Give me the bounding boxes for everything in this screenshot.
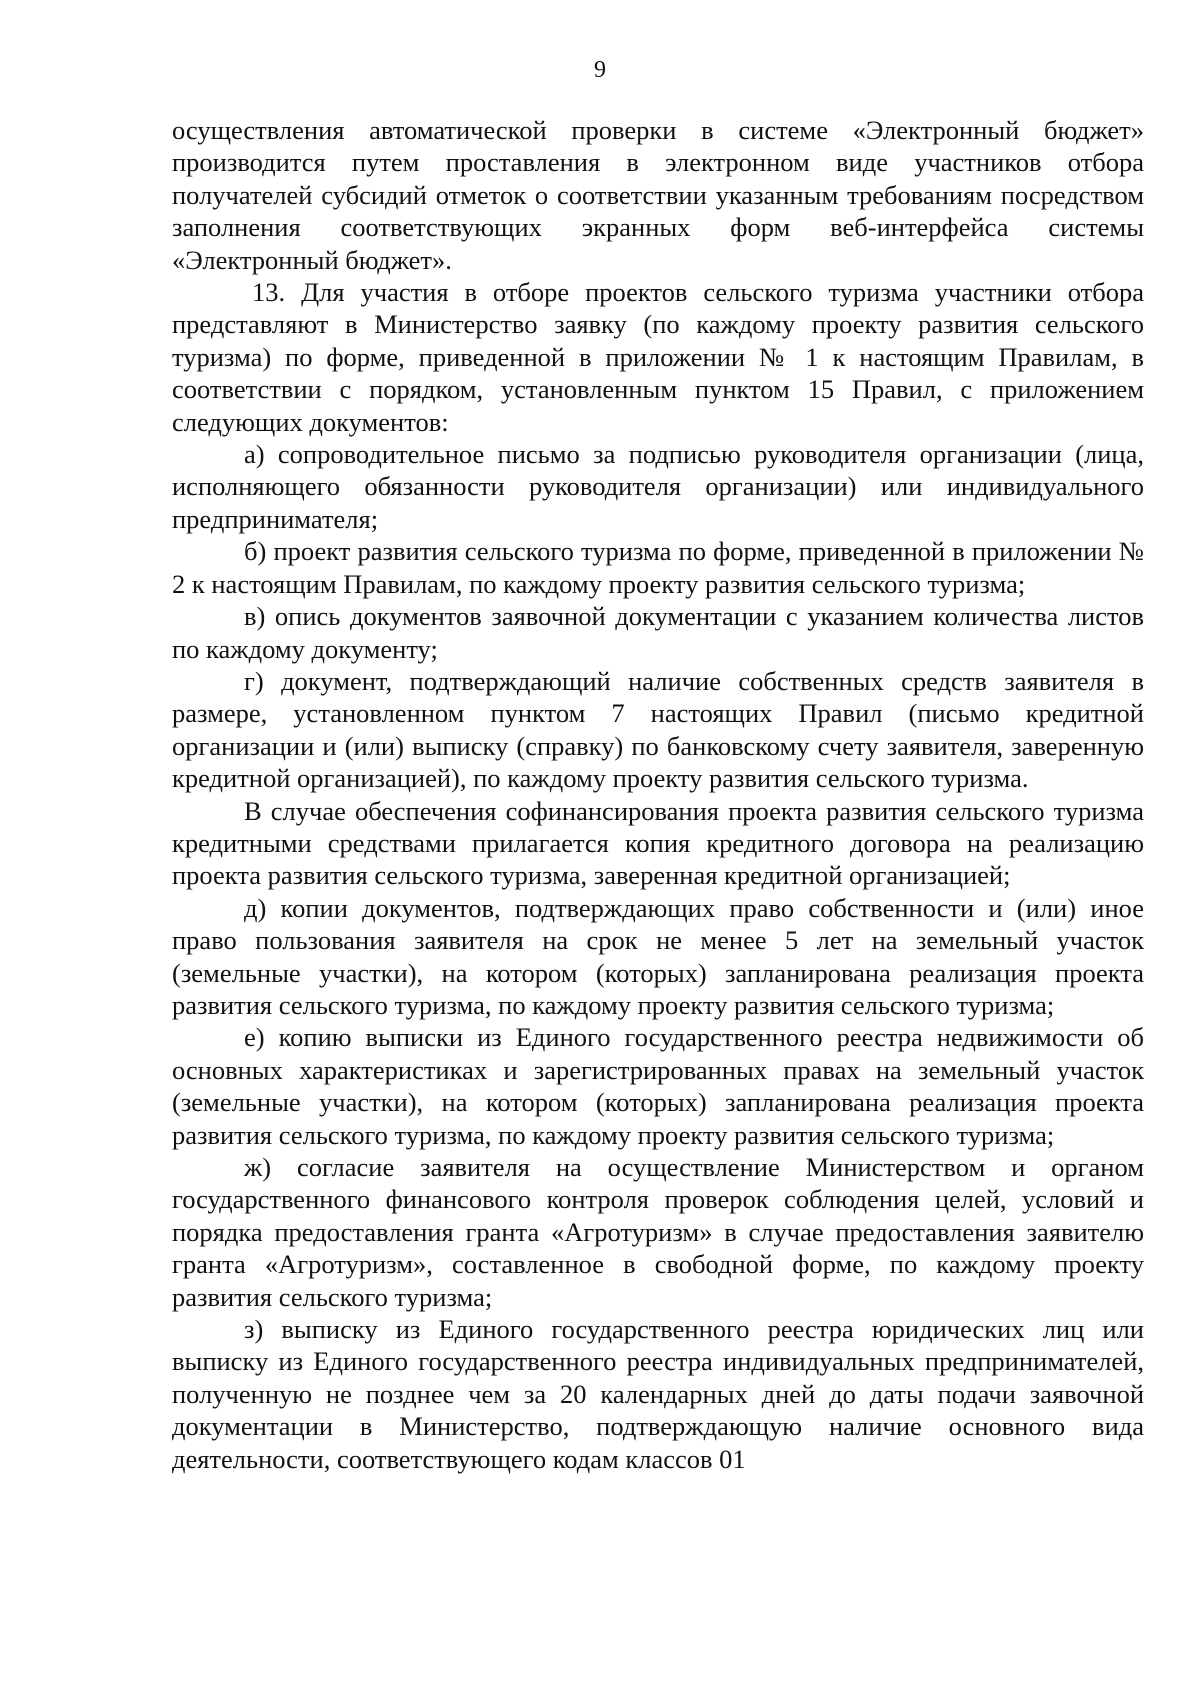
paragraph-subitem-e: е) копию выписки из Единого государственного реестра недвижимости об основных характеристиках и зарегистрированных правах на земельный участок (земельные участки), на котором (которых) запланирована реализация проекта развития сельского туризма, по каждому проекту развития сельского туризма; <box>172 1022 1144 1150</box>
paragraph-continuation: осуществления автоматической проверки в системе «Электронный бюджет» производится путем проставления в электронном виде участников отбора получателей субсидий отметок о соответствии указанным требованиям посредством заполнения соответствующих экранных форм веб-интерфейса системы «Электронный бюджет». <box>172 115 1144 275</box>
paragraph-subitem-b: б) проект развития сельского туризма по форме, приведенной в приложении № 2 к настоящим Правилам, по каждому проекту развития сельского туризма; <box>172 536 1144 599</box>
page-number: 9 <box>594 57 606 83</box>
paragraph-cofinancing-note: В случае обеспечения софинансирования проекта развития сельского туризма кредитными средствами прилагается копия кредитного договора на реализацию проекта развития сельского туризма, заверенная кредитной организацией; <box>172 795 1144 891</box>
paragraph-subitem-zh: ж) согласие заявителя на осуществление Министерством и органом государственного финансового контроля проверок соблюдения целей, условий и порядка предоставления гранта «Агротуризм» в случае предоставления заявителю гранта «Агротуризм», составленное в свободной форме, по каждому проекту развития сельского туризма; <box>172 1152 1144 1312</box>
paragraph-subitem-v: в) опись документов заявочной документации с указанием количества листов по каждому документу; <box>172 601 1144 664</box>
paragraph-item-13: 13. Для участия в отборе проектов сельского туризма участники отбора представляют в Министерство заявку (по каждому проекту развития сельского туризма) по форме, приведенной в приложении № 1 к настоящим Правилам, в соответствии с порядком, установленным пунктом 15 Правил, с приложением следующих документов: <box>172 277 1144 437</box>
paragraph-subitem-a: а) сопроводительное письмо за подписью руководителя организации (лица, исполняющего обязанности руководителя организации) или индивидуального предпринимателя; <box>172 439 1144 534</box>
paragraph-subitem-z: з) выписку из Единого государственного реестра юридических лиц или выписку из Единого государственного реестра индивидуальных предпринимателей, полученную не позднее чем за 20 календарных дней до даты подачи заявочной документации в Министерство, подтверждающую наличие основного вида деятельности, соответствующего кодам классов 01 <box>172 1314 1144 1474</box>
paragraph-subitem-d: д) копии документов, подтверждающих право собственности и (или) иное право пользования заявителя на срок не менее 5 лет на земельный участок (земельные участки), на котором (которых) запланирована реализация проекта развития сельского туризма, по каждому проекту развития сельского туризма; <box>172 892 1144 1020</box>
paragraph-subitem-g: г) документ, подтверждающий наличие собственных средств заявителя в размере, установленном пунктом 7 настоящих Правил (письмо кредитной организации и (или) выписку (справку) по банковскому счету заявителя, заверенную кредитной организацией), по каждому проекту развития сельского туризма. <box>172 665 1144 794</box>
document-body <box>172 114 1144 1475</box>
